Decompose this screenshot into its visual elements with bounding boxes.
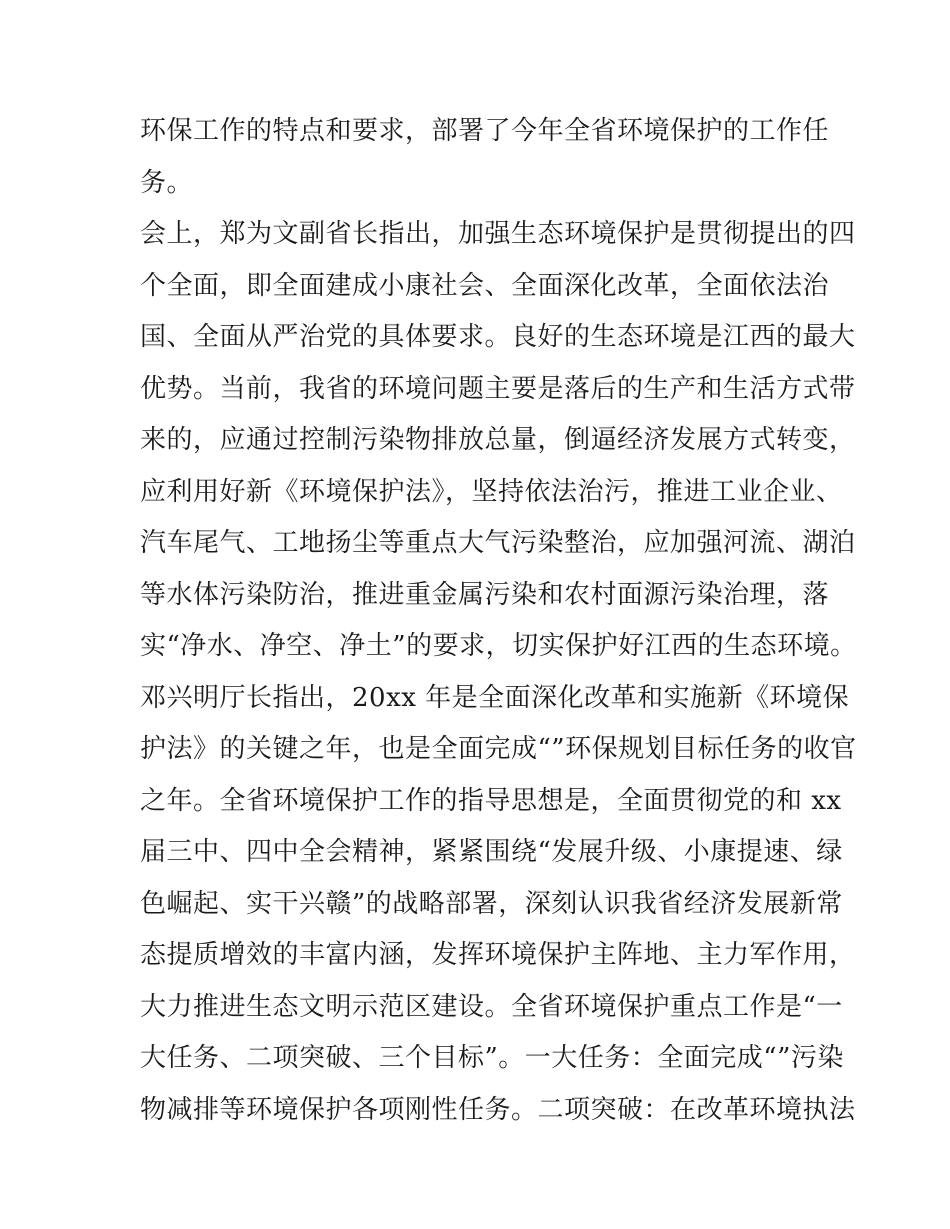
text-line: 实“净水、净空、净土”的要求，切实保护好江西的生态环境。 xyxy=(140,631,857,661)
text-line: 大力推进生态文明示范区建设。全省环境保护重点工作是“一 xyxy=(140,991,843,1022)
text-line: 物减排等环境保护各项刚性任务。二项突破：在改革环境执法 xyxy=(140,1094,856,1125)
text-line: 个全面，即全面建成小康社会、全面深化改革，全面依法治 xyxy=(140,270,830,301)
text-line: 会上，郑为文副省长指出，加强生态环境保护是贯彻提出的四 xyxy=(140,219,856,249)
text-line: 优势。当前，我省的环境问题主要是落后的生产和生活方式带 xyxy=(140,373,856,404)
text-line: 国、全面从严治党的具体要求。良好的生态环境是江西的最大 xyxy=(140,322,856,352)
text-line: 之年。全省环境保护工作的指导思想是，全面贯彻党的和 xx xyxy=(140,785,842,816)
text-line: 应利用好新《环境保护法》，坚持依法治污，推进工业企业、 xyxy=(140,476,843,507)
text-line: 届三中、四中全会精神，紧紧围绕“发展升级、小康提速、绿 xyxy=(140,837,843,867)
text-line: 色崛起、实干兴赣”的战略部署，深刻认识我省经济发展新常 xyxy=(140,888,843,919)
text-line: 务。 xyxy=(140,167,194,198)
text-line: 邓兴明厅长指出，20xx 年是全面深化改革和实施新《环境保 xyxy=(140,682,850,713)
text-line: 来的，应通过控制污染物排放总量，倒逼经济发展方式转变， xyxy=(140,425,856,455)
text-line: 汽车尾气、工地扬尘等重点大气污染整治，应加强河流、湖泊 xyxy=(140,528,856,558)
text-line: 护法》的关键之年，也是全面完成“”环保规划目标任务的收官 xyxy=(140,734,857,764)
text-line: 环保工作的特点和要求，部署了今年全省环境保护的工作任 xyxy=(140,116,830,146)
text-line: 态提质增效的丰富内涵，发挥环境保护主阵地、主力军作用， xyxy=(140,940,856,970)
text-line: 大任务、二项突破、三个目标”。一大任务：全面完成“”污染 xyxy=(140,1043,844,1073)
document-body xyxy=(140,106,857,1136)
text-line: 等水体污染防治，推进重金属污染和农村面源污染治理，落 xyxy=(140,579,830,610)
